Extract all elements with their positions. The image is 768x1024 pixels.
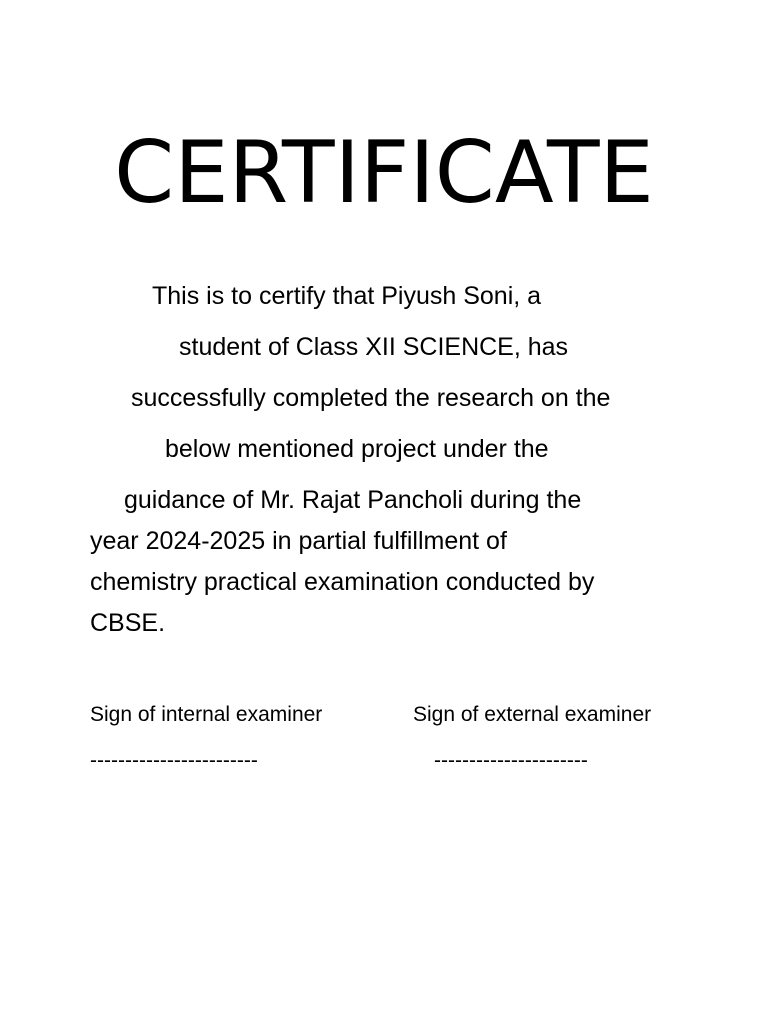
body-line: CBSE. — [90, 609, 166, 637]
body-line: chemistry practical examination conducted by — [90, 568, 595, 596]
body-line: below mentioned project under the — [165, 435, 549, 463]
body-line: This is to certify that Piyush Soni, a — [152, 282, 542, 310]
certificate-title: CERTIFICATE — [114, 123, 654, 223]
body-line: year 2024-2025 in partial fulfillment of — [90, 527, 507, 555]
body-line: successfully completed the research on the — [131, 384, 611, 412]
external-examiner-label: Sign of external examiner — [413, 703, 652, 726]
body-line: guidance of Mr. Rajat Pancholi during the — [124, 486, 582, 514]
external-signature-line: ---------------------- — [434, 749, 588, 772]
body-line: student of Class XII SCIENCE, has — [179, 333, 569, 361]
internal-signature-line: ------------------------ — [90, 749, 258, 772]
internal-examiner-label: Sign of internal examiner — [90, 703, 323, 726]
